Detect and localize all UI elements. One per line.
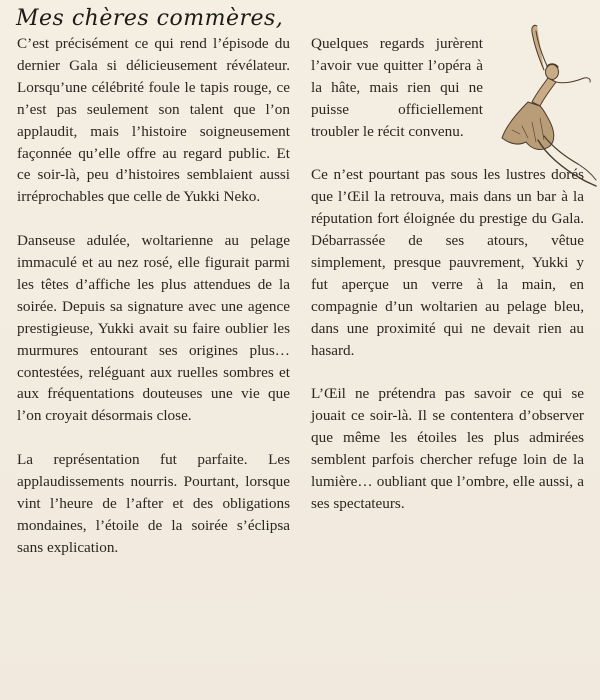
paragraph: Danseuse adulée, woltarienne au pelage immaculé et au nez rosé, elle figurait parmi les têtes d’affiche les plus attendues de la soirée. Depuis sa signature avec une agence prestigieuse, Yukki avait su faire oublier les murmures entourant ses origines plus… contestées, reléguant aux ruelles sombres et aux fréquentations douteuses une vie que l’on croyait désormais close. [17,232,290,425]
ballerina-sketch-icon [492,22,600,192]
paragraph: Quelques regards jurèrent l’avoir vue quitter l’opéra à la hâte, mais rien qui ne puisse officiellement troubler le récit convenu. [311,35,483,140]
paragraph: C’est précisément ce qui rend l’épisode du dernier Gala si délicieusement révélateur. Lorsqu’une célébrité foule le tapis rouge, ce n’est pas seulement son talent que l’on applaudit, mais l’histoire soigneusement façonnée qu’elle offre au regard public. Et ce soir-là, peu d’histoires semblaient aussi irréprochables que celle de Yukki Neko. [17,35,290,206]
salutation-heading: Mes chères commères, [16,6,284,31]
column-left [17,33,290,581]
paragraph: L’Œil ne prétendra pas savoir ce qui se jouait ce soir-là. Il se contentera d’observer que même les étoiles les plus admirées semblent parfois chercher refuge loin de la lumière… oubliant que l’ombre, elle aussi, a ses spectateurs. [311,385,584,512]
paragraph: La représentation fut parfaite. Les applaudissements nourris. Pourtant, lorsque vint l’heure de l’after et des obligations mondaines, l’étoile de la soirée s’éclipsa sans explication. [17,451,290,556]
paragraph: Ce n’est pourtant pas sous les lustres dorés que l’Œil la retrouva, mais dans un bar à la réputation fort éloignée du prestige du Gala. Débarrassée de ses atours, vêtue simplement, presque pauvrement, Yukki y fut aperçue un verre à la main, en compagnie d’un woltarien au pelage bleu, dans une proximité qui ne devait rien au hasard. [311,166,584,359]
